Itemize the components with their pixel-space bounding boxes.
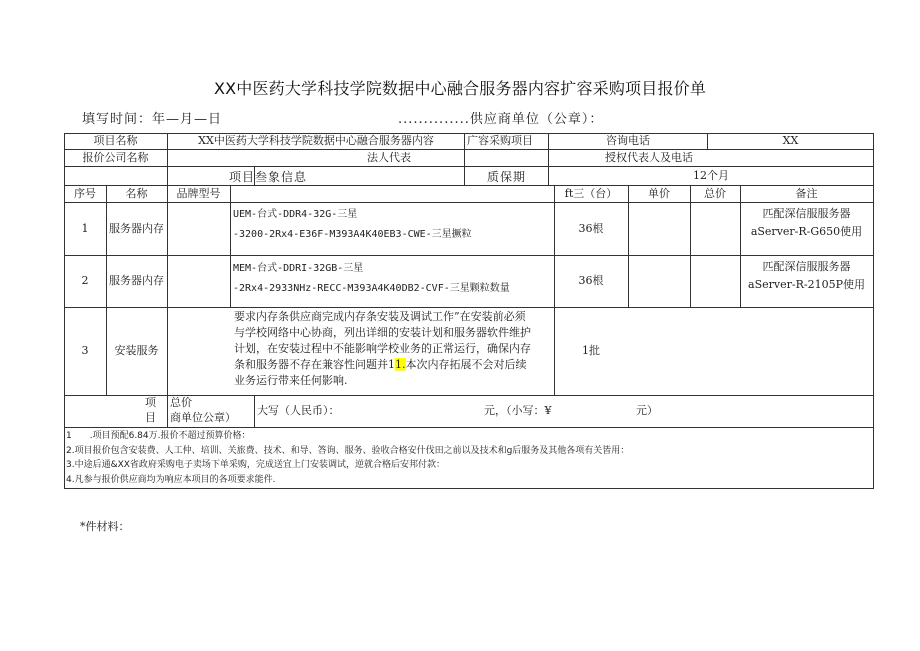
warranty-value: 12个月 xyxy=(693,168,729,182)
project-name-value: XX中医药大学科技学院数据中心融合服务器内容 xyxy=(198,134,434,147)
header-no: 序号 xyxy=(74,186,96,200)
item-3-desc-line-mixed xyxy=(234,357,552,373)
item-2-remark2: aServer-R-2105P使用 xyxy=(748,278,865,291)
item-3-no: 3 xyxy=(81,344,89,357)
note-line: 3.中途后通&XX省政府采购电子卖场下单采购，完成送宜上门安装调试，逆就合格后安邦付款： xyxy=(66,460,445,470)
item-3-qty: 1批 xyxy=(582,344,600,357)
quote-table xyxy=(64,133,874,489)
total-small-amount: 元，（小写：¥ xyxy=(484,404,552,417)
header-remark: 备注 xyxy=(795,186,818,200)
item-3-desc-line: 计划，在安装过程中不能影响学校业务的正常运行，确保内存 xyxy=(234,342,531,355)
phone-value: XX xyxy=(782,134,799,147)
item-3-name: 安装服务 xyxy=(114,344,159,357)
notes xyxy=(66,429,871,487)
item-3-description xyxy=(234,309,552,389)
header-total: 总价 xyxy=(704,186,726,200)
item-3-desc-line: 业务运行带来任何影响. xyxy=(234,374,348,387)
note-line: 4.凡参与报价供应商均为响应本项目的各项要求能件. xyxy=(66,474,276,485)
param-label: 项目叁象信息 xyxy=(228,169,307,184)
total-label-b: 目 xyxy=(145,411,156,424)
attachment-label: *件材料： xyxy=(80,520,130,533)
item-3-desc-line: 与学校网络中心协商，列出详细的安装计划和服务器软件维护 xyxy=(234,326,531,339)
header-qty: ft三（台） xyxy=(564,186,618,200)
note-line: 2.项目报价包含安装费、人工仲、培训、关旅费、技术、和导、答询、服务、验收合格安什伐田之前以及技术和g后服务及其他各项有关皆用： xyxy=(66,445,630,456)
item-2-qty: 36根 xyxy=(578,274,604,287)
item-2-spec2: -2Rx4-2933NHz-RECC-M393A4K40DB2-CVF-三星颗粒数量 xyxy=(233,283,510,294)
highlight-mark: 1. xyxy=(395,358,406,371)
item-1-remark1: 匹配深信服服务器 xyxy=(762,207,851,220)
total-label-a: 项 xyxy=(145,396,156,409)
project-name-label: 项目名称 xyxy=(93,134,138,147)
project-name-cont: 广容采购项目 xyxy=(467,134,533,147)
item-2-no: 2 xyxy=(81,274,89,287)
item-2-remark1: 匹配深信服服务器 xyxy=(762,260,851,273)
page-title: XX中医药大学科技学院数据中心融合服务器内容扩容采购项目报价单 xyxy=(213,79,707,98)
fill-time: 填写时间：年—月—日 xyxy=(82,112,223,127)
total-sub-b: 商单位公章） xyxy=(170,411,236,424)
item-1-no: 1 xyxy=(81,221,89,235)
auth-label: 授权代表人及电话 xyxy=(605,150,693,164)
legal-label: 法人代表 xyxy=(367,150,411,164)
item-3-desc-line: 要求内存条供应商完成内存条安装及调试工作”在安装前必须 xyxy=(234,310,526,323)
item-1-remark2: aServer-R-G650使用 xyxy=(750,225,863,238)
total-big-amount: 大写（人民币）： xyxy=(257,404,340,417)
supplier-line: ..............供应商单位（公章）： xyxy=(398,112,604,127)
item-1-spec2: -3200-2Rx4-E36F-M393A4K40EB3-CWE-三星撅粒 xyxy=(233,229,472,240)
total-sub-a: 总价 xyxy=(170,396,192,409)
item-2-name: 服务器内存 xyxy=(109,274,164,287)
item-3-desc-part: 条和服务器不存在兼容性问题并1 xyxy=(234,358,395,371)
note-line: 1 .项目预配6.84万.报价不超过预算价格： xyxy=(66,431,251,441)
company-label: 报价公司名称 xyxy=(82,150,149,164)
item-3-desc-part: 本次内存拓展不会对后续 xyxy=(405,358,527,371)
header-brand: 品牌型号 xyxy=(176,186,221,200)
warranty-label: 质保期 xyxy=(486,169,526,184)
item-1-name: 服务器内存 xyxy=(109,221,164,235)
item-2-spec1: MEM-台式-DDRI-32GB-三星 xyxy=(233,263,364,274)
item-1-spec1: UEM-台式-DDR4-32G-三星 xyxy=(233,209,358,220)
header-unit: 单价 xyxy=(648,186,670,200)
header-name: 名称 xyxy=(125,186,148,200)
phone-label: 咨询电话 xyxy=(606,134,650,147)
total-yuan-end: 元） xyxy=(636,404,658,417)
item-1-qty: 36根 xyxy=(578,221,604,235)
